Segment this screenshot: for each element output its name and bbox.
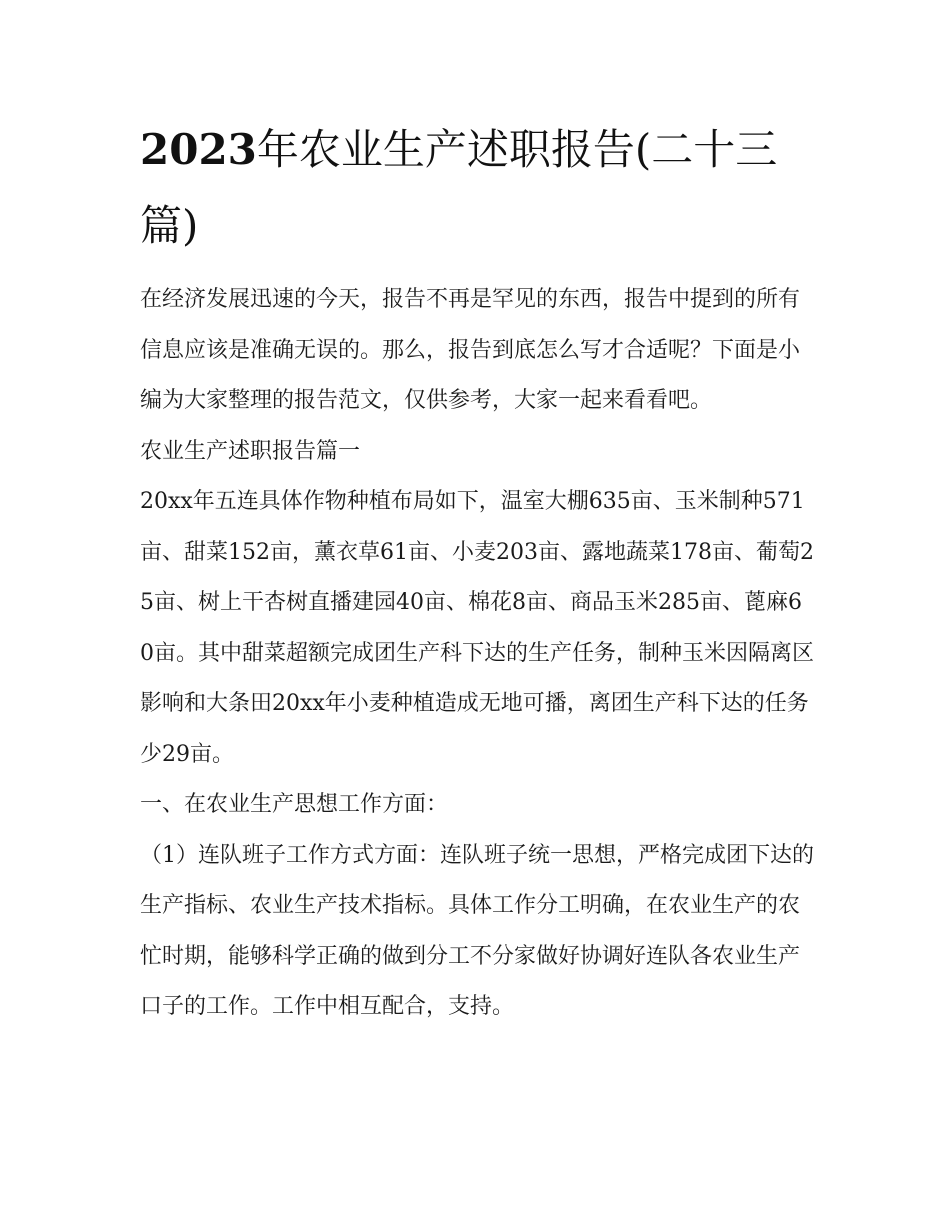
section-heading-part-one: 农业生产述职报告篇一 [140, 438, 361, 464]
title-year: 2023 [140, 125, 257, 174]
document-body [140, 275, 815, 1033]
section-heading-ideology: 一、在农业生产思想工作方面： [140, 792, 449, 817]
document-title [140, 112, 820, 264]
team-work-paragraph: （1）连队班子工作方式方面：连队班子统一思想，严格完成团下达的生产指标、农业生产技术指标。具体工作分工明确，在农业生产的农忙时期，能够科学正确的做到分工不分家做好协调好连队各农业生产口子的工作。工作中相互配合，支持。 [140, 842, 814, 1019]
crop-layout-paragraph: 20xx年五连具体作物种植布局如下，温室大棚635亩、玉米制种571亩、甜菜152亩，薰衣草61亩、小麦203亩、露地蔬菜178亩、葡萄25亩、树上干杏树直播建园40亩、棉花8亩、商品玉米285亩、蓖麻60亩。其中甜菜超额完成团生产科下达的生产任务，制种玉米因隔离区影响和大条田20xx年小麦种植造成无地可播，离团生产科下达的任务少29亩。 [140, 489, 814, 767]
intro-paragraph: 在经济发展迅速的今天，报告不再是罕见的东西，报告中提到的所有信息应该是准确无误的。那么，报告到底怎么写才合适呢？下面是小编为大家整理的报告范文，仅供参考，大家一起来看看吧。 [140, 287, 801, 413]
title-text: 年农业生产述职报告(二十三篇) [140, 125, 778, 250]
